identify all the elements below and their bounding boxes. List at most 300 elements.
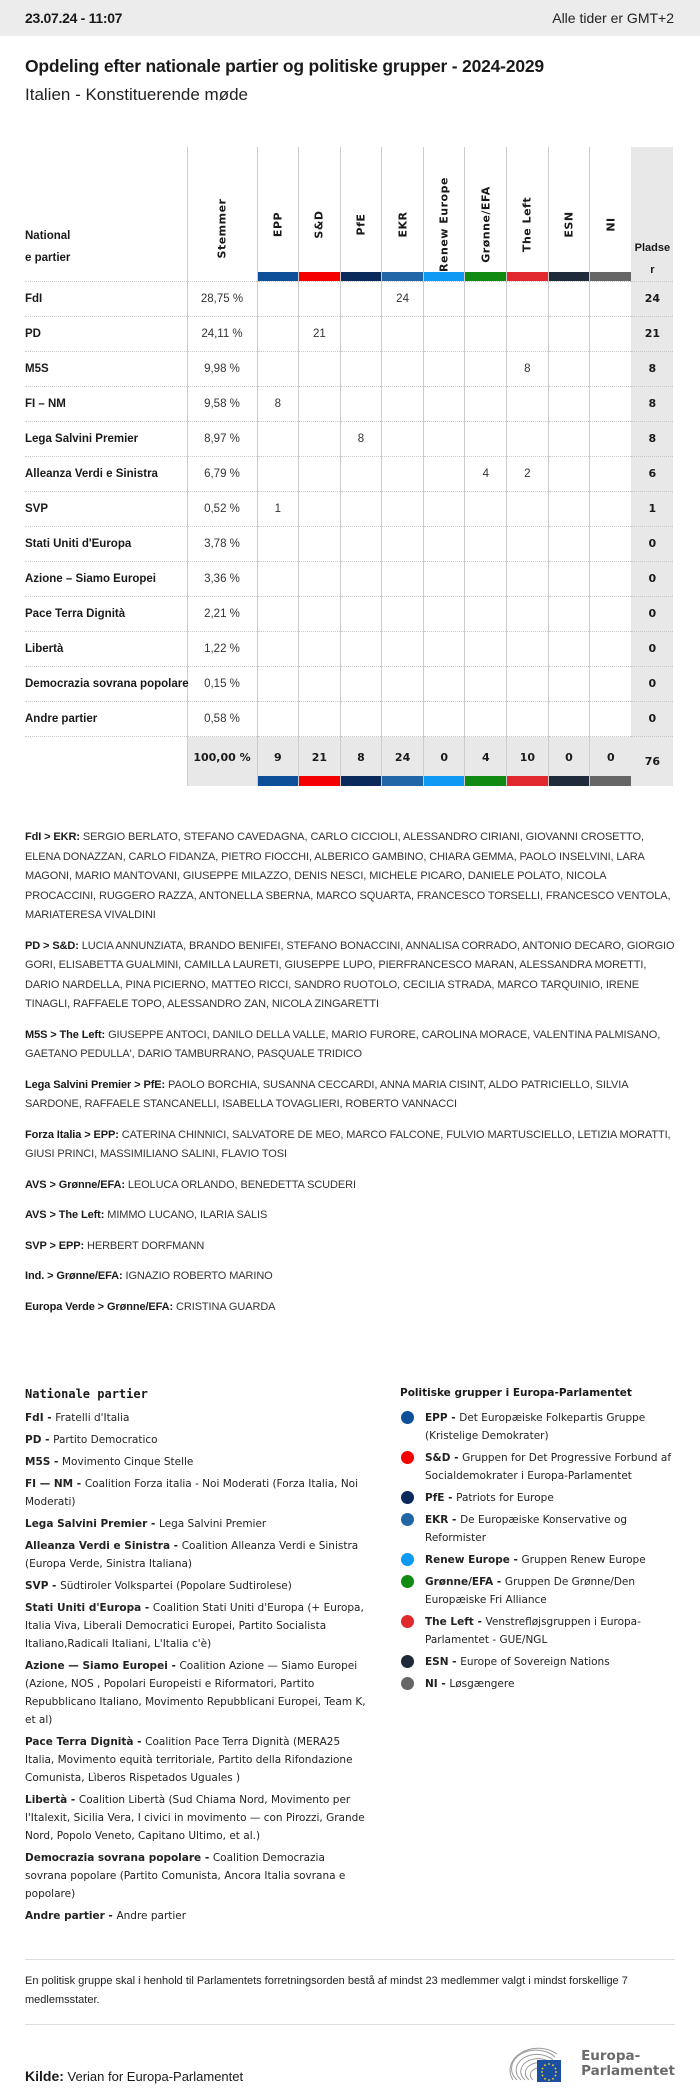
group-seats	[257, 456, 299, 491]
group-seats	[340, 351, 382, 386]
group-seats	[299, 386, 341, 421]
group-seats	[257, 561, 299, 596]
group-seats	[423, 351, 465, 386]
legend-dash: -	[50, 1456, 62, 1468]
party-name: Democrazia sovrana popolare	[25, 666, 187, 701]
legend-abbr: Lega Salvini Premier	[25, 1518, 148, 1530]
member-group	[25, 1237, 675, 1257]
group-seats	[382, 316, 424, 351]
group-seats	[382, 596, 424, 631]
legend-dash: -	[167, 1660, 180, 1672]
group-color-dot-icon	[401, 1411, 414, 1424]
member-group	[25, 1206, 675, 1226]
table-row	[25, 456, 673, 491]
group-color-bar	[549, 272, 590, 281]
group-seats	[465, 631, 507, 666]
legend-group-item	[400, 1573, 675, 1609]
legend-abbr: PfE	[425, 1492, 445, 1504]
group-seats	[299, 421, 341, 456]
legend-abbr: M5S	[25, 1456, 51, 1468]
legend-dash: -	[437, 1678, 450, 1690]
legend-desc: Gruppen Renew Europe	[521, 1554, 646, 1566]
group-seats	[548, 666, 590, 701]
legend-national-item	[25, 1733, 370, 1787]
party-name: PD	[25, 316, 187, 351]
group-color-dot-icon	[401, 1615, 414, 1628]
legend-desc: Coalition Democrazia sovrana popolare (Partito Comunista, Ancora Italia sovrana e popolare)	[25, 1852, 346, 1900]
legend-national-parties	[25, 1387, 370, 1929]
group-color-bar	[424, 776, 465, 786]
group-seats	[507, 701, 549, 736]
header-group	[299, 147, 341, 281]
legend-group-item	[400, 1613, 675, 1649]
totals-row	[25, 736, 673, 786]
member-group-label: FdI > EKR	[25, 831, 77, 843]
vote-share: 9,98 %	[187, 351, 257, 386]
group-color-bar	[507, 272, 548, 281]
legend-abbr: FI — NM	[25, 1478, 74, 1490]
legend-desc: Fratelli d'Italia	[55, 1412, 130, 1424]
member-group	[25, 1026, 675, 1065]
member-names: LUCIA ANNUNZIATA, BRANDO BENIFEI, STEFANO BONACCINI, ANNALISA CORRADO, ANTONIO DECARO, GIORGIO GORI, ELISABETTA GUALMINI, CAMILLA LAURETI, GIUSEPPE LUPO, PIERFRANCESCO MARAN, ALESSANDRA MORETTI, DARIO NARDELLA, PINA PICIERNO, MATTEO RICCI, SANDRO RUOTOLO, CECILIA STRADA, MARCO TARQUINIO, IRENE TINAGLI, RAFFAELE TOPO, ALESSANDRO ZAN, NICOLA ZINGARETTI	[25, 939, 675, 1010]
table-row	[25, 596, 673, 631]
label-colon: :	[100, 1209, 108, 1221]
group-seats	[340, 316, 382, 351]
legend-group-item	[400, 1675, 675, 1693]
group-seats	[382, 351, 424, 386]
legend-desc: Coalition Stati Uniti d'Europa (+ Europa, Italia Viva, Liberali Democratici Europei, Partito Socialista Italiano,Radicali Italiani, L'Italia c'è)	[25, 1602, 364, 1650]
legend-dash: -	[473, 1616, 486, 1628]
table-row	[25, 316, 673, 351]
member-names: MIMMO LUCANO, ILARIA SALIS	[107, 1209, 268, 1221]
label-colon: :	[121, 1178, 128, 1191]
group-seats	[382, 526, 424, 561]
vote-share: 1,22 %	[187, 631, 257, 666]
group-color-bar	[258, 272, 299, 281]
group-seats	[423, 491, 465, 526]
group-seats	[257, 351, 299, 386]
page-title: Opdeling efter nationale partier og politiske grupper - 2024-2029	[25, 56, 544, 76]
member-group	[25, 1076, 675, 1115]
vote-share: 9,58 %	[187, 386, 257, 421]
group-seats	[340, 526, 382, 561]
legend-desc: De Europæiske Konservative og Reformister	[425, 1514, 628, 1544]
label-colon: :	[161, 1078, 169, 1091]
legend-national-item	[25, 1791, 370, 1845]
legend-abbr: ESN	[425, 1656, 449, 1668]
legend-dash: -	[73, 1478, 85, 1490]
table-row	[25, 491, 673, 526]
vote-share: 0,52 %	[187, 491, 257, 526]
source	[25, 2068, 243, 2084]
legend-abbr: SVP	[25, 1580, 49, 1592]
legend-desc: Coalition Pace Terra Dignità (MERA25 Italia, Movimento equità territoriale, Partito della Rifondazione Comunista, Lìberos Rispetados Uguales )	[25, 1736, 353, 1784]
group-seats	[382, 491, 424, 526]
header-votes-label: Stemmer	[215, 198, 229, 258]
legend-national-item	[25, 1907, 370, 1925]
legend-dash: -	[43, 1412, 56, 1424]
table-row	[25, 666, 673, 701]
group-seats	[299, 666, 341, 701]
group-seats	[507, 631, 549, 666]
member-names: SERGIO BERLATO, STEFANO CAVEDAGNA, CARLO CICCIOLI, ALESSANDRO CIRIANI, GIOVANNI CROSETTO, ELENA DONAZZAN, CARLO FIDANZA, PIETRO FIOCCHI, ALBERICO GAMBINO, CHIARA GEMMA, PAOLO INSELVINI, LARA MAGONI, MARIO MANTOVANI, GIUSEPPE MILAZZO, DENIS NESCI, MICHELE PICARO, DANIELE POLATO, NICOLA PROCACCINI, RUGGERO RAZZA, ANTONELLA SBERNA, MARCO SQUARTA, FRANCESCO TORSELLI, FRANCESCO VENTOLA, MARIATERESA VIVALDINI	[25, 831, 671, 921]
label-colon: :	[115, 1128, 122, 1141]
legend-dash: -	[41, 1434, 54, 1446]
table-row	[25, 561, 673, 596]
legend-abbr: Democrazia sovrana popolare	[25, 1852, 202, 1864]
legend-abbr: Grønne/EFA	[425, 1576, 494, 1588]
logo-line2: Parlamentet	[581, 2063, 675, 2079]
legend-national-item	[25, 1537, 370, 1573]
group-seats	[340, 561, 382, 596]
vote-share: 0,15 %	[187, 666, 257, 701]
group-seats	[340, 666, 382, 701]
group-seats: 24	[382, 281, 424, 316]
legend-abbr: EKR	[425, 1514, 449, 1526]
group-seats	[590, 526, 632, 561]
total-seats: 0	[631, 596, 673, 631]
header-group	[548, 147, 590, 281]
legend-dash: -	[141, 1602, 153, 1614]
header-group	[590, 147, 632, 281]
legend-dash: -	[450, 1452, 463, 1464]
group-seats	[590, 701, 632, 736]
legend-dash: -	[147, 1518, 159, 1530]
legend-dash: -	[493, 1576, 505, 1588]
total-seats: 0	[631, 631, 673, 666]
member-group	[25, 1267, 675, 1287]
group-color-bar	[424, 272, 465, 281]
total-seats: 0	[631, 526, 673, 561]
total-seats: 0	[631, 701, 673, 736]
table-body	[25, 281, 673, 786]
table-row	[25, 281, 673, 316]
legend-dash: -	[170, 1540, 182, 1552]
group-seats	[257, 281, 299, 316]
group-seats	[548, 351, 590, 386]
member-names: LEOLUCA ORLANDO, BENEDETTA SCUDERI	[127, 1178, 356, 1191]
group-color-dot-icon	[401, 1451, 414, 1464]
header-seats	[631, 147, 673, 281]
legend-abbr: Andre partier	[25, 1910, 105, 1922]
legend-dash: -	[48, 1580, 61, 1592]
legend-abbr: S&D	[425, 1452, 451, 1464]
group-seats	[299, 491, 341, 526]
group-seats	[299, 701, 341, 736]
vote-share: 6,79 %	[187, 456, 257, 491]
legend-abbr: Alleanza Verdi e Sinistra	[25, 1540, 171, 1552]
group-seats	[257, 526, 299, 561]
header-group	[257, 147, 299, 281]
group-color-dot-icon	[401, 1575, 414, 1588]
group-seats	[548, 526, 590, 561]
group-seats	[465, 351, 507, 386]
group-seats	[423, 456, 465, 491]
group-color-bar	[382, 776, 423, 786]
party-name: FI – NM	[25, 386, 187, 421]
group-seats	[382, 421, 424, 456]
header-group	[382, 147, 424, 281]
group-seats	[257, 421, 299, 456]
header-group-label: The Left	[520, 196, 534, 252]
member-names: GIUSEPPE ANTOCI, DANILO DELLA VALLE, MARIO FURORE, CAROLINA MORACE, VALENTINA PALMISANO, GAETANO PEDULLA', DARIO TAMBURRANO, PASQUALE TRIDICO	[25, 1028, 661, 1060]
total-seats: 1	[631, 491, 673, 526]
group-seats	[507, 596, 549, 631]
table-row	[25, 526, 673, 561]
legend-national-item	[25, 1515, 370, 1533]
group-seats	[340, 491, 382, 526]
legend-abbr: EPP	[425, 1412, 448, 1424]
header-group-label: PfE	[354, 213, 368, 235]
group-seats	[299, 456, 341, 491]
group-color-bar	[507, 776, 548, 786]
group-seats	[340, 281, 382, 316]
group-seats	[423, 386, 465, 421]
group-color-bar	[465, 776, 506, 786]
group-seats	[465, 666, 507, 701]
legend-national-item	[25, 1657, 370, 1729]
legend-dash: -	[104, 1910, 117, 1922]
party-name: FdI	[25, 281, 187, 316]
group-seats	[590, 351, 632, 386]
legend-national-item	[25, 1453, 370, 1471]
total-seats: 8	[631, 421, 673, 456]
group-seats	[257, 316, 299, 351]
group-seats	[465, 281, 507, 316]
group-seats	[548, 421, 590, 456]
group-seats	[590, 596, 632, 631]
group-total-value: 9	[273, 750, 282, 764]
group-seats	[548, 456, 590, 491]
legend-dash: -	[509, 1554, 522, 1566]
group-color-bar	[299, 272, 340, 281]
group-seats	[382, 666, 424, 701]
legend-abbr: Pace Terra Dignità	[25, 1736, 134, 1748]
group-seats	[465, 491, 507, 526]
header-group	[340, 147, 382, 281]
legend-desc: Gruppen De Grønne/Den Europæiske Fri Alliance	[425, 1576, 636, 1606]
group-color-dot-icon	[401, 1655, 414, 1668]
member-names: CATERINA CHINNICI, SALVATORE DE MEO, MARCO FALCONE, FULVIO MARTUSCIELLO, LETIZIA MORATTI, GIUSI PRINCI, MASSIMILIANO SALINI, FLAVIO TOSI	[25, 1128, 671, 1160]
group-seats	[548, 561, 590, 596]
group-color-bar	[341, 272, 382, 281]
footer	[25, 2037, 675, 2097]
timestamp: 23.07.24 - 11:07	[25, 10, 123, 26]
legend-political-groups	[400, 1387, 675, 1929]
group-seats: 8	[507, 351, 549, 386]
group-color-dot-icon	[401, 1553, 414, 1566]
legend-desc: Gruppen for Det Progressive Forbund af Socialdemokrater i Europa-Parlamentet	[425, 1452, 672, 1482]
legend-desc: Coalition Forza italia - Noi Moderati (Forza Italia, Noi Moderati)	[25, 1478, 359, 1508]
page-subtitle: Italien - Konstituerende møde	[25, 85, 249, 104]
header-group-label: S&D	[312, 209, 326, 239]
legend-dash: -	[67, 1794, 79, 1806]
legend-dash: -	[448, 1656, 461, 1668]
group-seats: 2	[507, 456, 549, 491]
group-seats	[340, 701, 382, 736]
group-seats	[423, 526, 465, 561]
legend-national-item	[25, 1431, 370, 1449]
member-names: CRISTINA GUARDA	[176, 1300, 276, 1313]
group-color-bar	[341, 776, 382, 786]
header-group-label: NI	[604, 216, 618, 232]
group-seats	[423, 421, 465, 456]
group-seats	[465, 561, 507, 596]
group-total-value: 21	[311, 750, 328, 764]
group-seats	[548, 281, 590, 316]
header-seats-line2: r	[650, 263, 655, 276]
group-seats	[382, 456, 424, 491]
group-total	[257, 736, 299, 786]
header-group-label: EKR	[396, 210, 410, 237]
group-seats	[257, 666, 299, 701]
group-total-value: 0	[606, 750, 615, 764]
total-seats: 0	[631, 666, 673, 701]
legend-national-item	[25, 1577, 370, 1595]
group-seats	[590, 456, 632, 491]
group-total-value: 0	[565, 750, 573, 764]
label-colon: :	[80, 1239, 87, 1252]
group-seats	[548, 596, 590, 631]
group-color-bar	[465, 272, 506, 281]
footnote: En politisk gruppe skal i henhold til Parlamentets forretningsorden bestå af mindst 23 medlemmer valgt i mindst forskellige 7 medlemsstater.	[25, 1959, 675, 2025]
group-seats	[382, 631, 424, 666]
group-seats	[507, 281, 549, 316]
vote-share: 3,36 %	[187, 561, 257, 596]
table-row	[25, 631, 673, 666]
group-seats: 4	[465, 456, 507, 491]
member-group-label: Lega Salvini Premier > PfE	[25, 1078, 162, 1091]
group-seats	[299, 526, 341, 561]
members-list	[25, 828, 675, 1317]
group-total-value: 0	[440, 750, 448, 764]
header-group	[465, 147, 507, 281]
label-colon: :	[76, 831, 83, 843]
group-seats	[382, 386, 424, 421]
group-seats	[382, 561, 424, 596]
party-name: Azione – Siamo Europei	[25, 561, 187, 596]
legend-desc: Andre partier	[116, 1910, 187, 1922]
group-seats	[299, 281, 341, 316]
group-seats	[299, 561, 341, 596]
legend-national-item	[25, 1599, 370, 1653]
legend-national-item	[25, 1475, 370, 1511]
member-names: PAOLO BORCHIA, SUSANNA CECCARDI, ANNA MARIA CISINT, ALDO PATRICIELLO, SILVIA SARDONE, RAFFAELE STANCANELLI, ISABELLA TOVAGLIERI, ROBERTO VANNACCI	[25, 1078, 628, 1110]
logo-line1: Europa-	[581, 2048, 641, 2064]
header-national-parties	[25, 147, 187, 281]
group-seats	[465, 701, 507, 736]
group-seats	[465, 386, 507, 421]
total-seats: 0	[631, 561, 673, 596]
group-color-bar	[590, 272, 631, 281]
group-seats	[423, 316, 465, 351]
legend-desc: Südtiroler Volkspartei (Popolare Sudtirolese)	[60, 1580, 292, 1592]
group-seats	[548, 316, 590, 351]
header-group-label: Grønne/EFA	[479, 185, 493, 263]
legend-abbr: The Left	[425, 1616, 474, 1628]
total-vote-share: 100,00 %	[187, 736, 257, 786]
group-seats	[590, 386, 632, 421]
group-seats	[507, 666, 549, 701]
group-color-bar	[590, 776, 631, 786]
table-row	[25, 386, 673, 421]
label-colon: :	[169, 1300, 177, 1313]
group-seats	[423, 561, 465, 596]
legend-desc: Europe of Sovereign Nations	[460, 1656, 610, 1668]
member-names: HERBERT DORFMANN	[87, 1239, 205, 1252]
group-seats	[257, 631, 299, 666]
member-group-label: AVS > Grønne/EFA	[25, 1178, 122, 1191]
member-group	[25, 1126, 675, 1165]
party-name: M5S	[25, 351, 187, 386]
party-name: Stati Uniti d'Europa	[25, 526, 187, 561]
vote-share: 3,78 %	[187, 526, 257, 561]
legend-abbr: NI	[425, 1678, 438, 1690]
party-name: Libertà	[25, 631, 187, 666]
legend-desc: Movimento Cinque Stelle	[62, 1456, 194, 1468]
group-color-bar	[382, 272, 423, 281]
group-color-bar	[549, 776, 590, 786]
legend-group-item	[400, 1409, 675, 1445]
legend-dash: -	[448, 1514, 461, 1526]
totals-label-cell	[25, 736, 187, 786]
group-seats	[548, 631, 590, 666]
table-header-row	[25, 147, 673, 281]
group-total-value: 24	[394, 750, 411, 764]
group-seats	[299, 351, 341, 386]
legend-desc: Lega Salvini Premier	[159, 1518, 267, 1530]
table-row	[25, 421, 673, 456]
group-total	[423, 736, 465, 786]
member-group-label: AVS > The Left	[25, 1209, 101, 1221]
member-group	[25, 1176, 675, 1196]
legend-national-title: Nationale partier	[25, 1387, 148, 1401]
legend-abbr: FdI	[25, 1412, 44, 1424]
group-seats	[590, 421, 632, 456]
member-group-label: SVP > EPP	[25, 1239, 81, 1252]
legend-dash: -	[447, 1412, 460, 1424]
europarl-logo	[509, 2044, 675, 2084]
group-seats	[590, 561, 632, 596]
group-total	[590, 736, 632, 786]
vote-share: 8,97 %	[187, 421, 257, 456]
legend	[25, 1387, 675, 1929]
group-seats	[423, 701, 465, 736]
header-group-label: ESN	[562, 210, 576, 238]
legend-desc: Coalition Alleanza Verdi e Sinistra (Europa Verde, Sinistra Italiana)	[25, 1540, 359, 1570]
group-color-bar	[258, 776, 299, 786]
source-label: Kilde:	[25, 2068, 64, 2084]
group-seats	[465, 421, 507, 456]
total-seats: 8	[631, 386, 673, 421]
group-seats	[590, 281, 632, 316]
vote-share: 2,21 %	[187, 596, 257, 631]
header-group	[423, 147, 465, 281]
group-seats	[257, 596, 299, 631]
source-value: Verian for Europa-Parlamentet	[67, 2069, 244, 2084]
legend-national-item	[25, 1849, 370, 1903]
header-national-line1: National	[25, 229, 71, 242]
group-seats	[507, 491, 549, 526]
party-name: Pace Terra Dignità	[25, 596, 187, 631]
group-seats	[299, 631, 341, 666]
group-seats	[423, 666, 465, 701]
group-total	[507, 736, 549, 786]
legend-desc: Coalition Azione — Siamo Europei (Azione, NOS , Popolari Europeisti e Riformatori, Partito Repubblicano Italiano, Movimento Repubblicani Europei, Team K, et al)	[25, 1660, 366, 1726]
legend-abbr: Azione — Siamo Europei	[25, 1660, 168, 1672]
grand-total-seats: 76	[631, 736, 673, 786]
group-seats	[299, 596, 341, 631]
